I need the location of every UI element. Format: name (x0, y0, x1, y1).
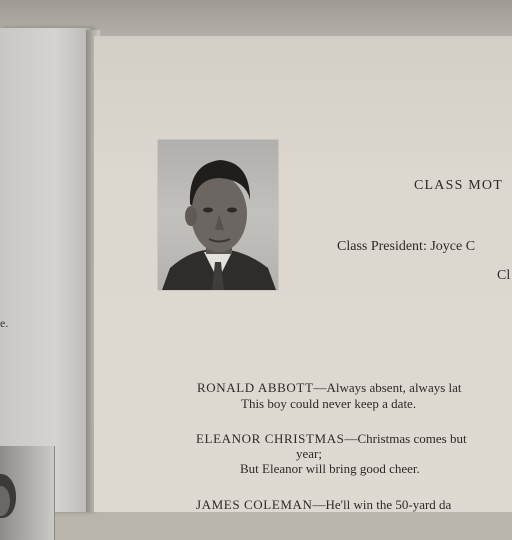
entry-ronald-abbott-line2: This boy could never keep a date. (241, 396, 417, 411)
entry-ronald-abbott (197, 380, 462, 396)
entry-eleanor-christmas-line3: But Eleanor will bring good cheer. (240, 461, 420, 476)
portrait-drawing (158, 140, 278, 290)
entry-eleanor-christmas (196, 431, 467, 447)
portrait-photo-icon (158, 140, 278, 290)
entry-name: RONALD ABBOTT (197, 380, 314, 395)
left-page-text-fragment: e. (0, 316, 9, 330)
entry-eleanor-christmas-line2: year; (296, 446, 322, 461)
entry-text: —Always absent, always lat (313, 380, 462, 395)
left-page (0, 28, 92, 512)
entry-name: ELEANOR CHRISTMAS (196, 431, 345, 446)
partial-portrait-photo-icon (0, 446, 55, 540)
entry-james-coleman (196, 497, 451, 513)
entry-name: JAMES COLEMAN (196, 497, 313, 512)
entry-text: —Christmas comes but (344, 431, 467, 446)
class-motto-heading: CLASS MOT (414, 178, 503, 193)
entry-text: —He'll win the 50-yard da (312, 497, 452, 512)
cut-off-line: Cl (497, 268, 511, 283)
class-president-line: Class President: Joyce C (337, 239, 476, 254)
